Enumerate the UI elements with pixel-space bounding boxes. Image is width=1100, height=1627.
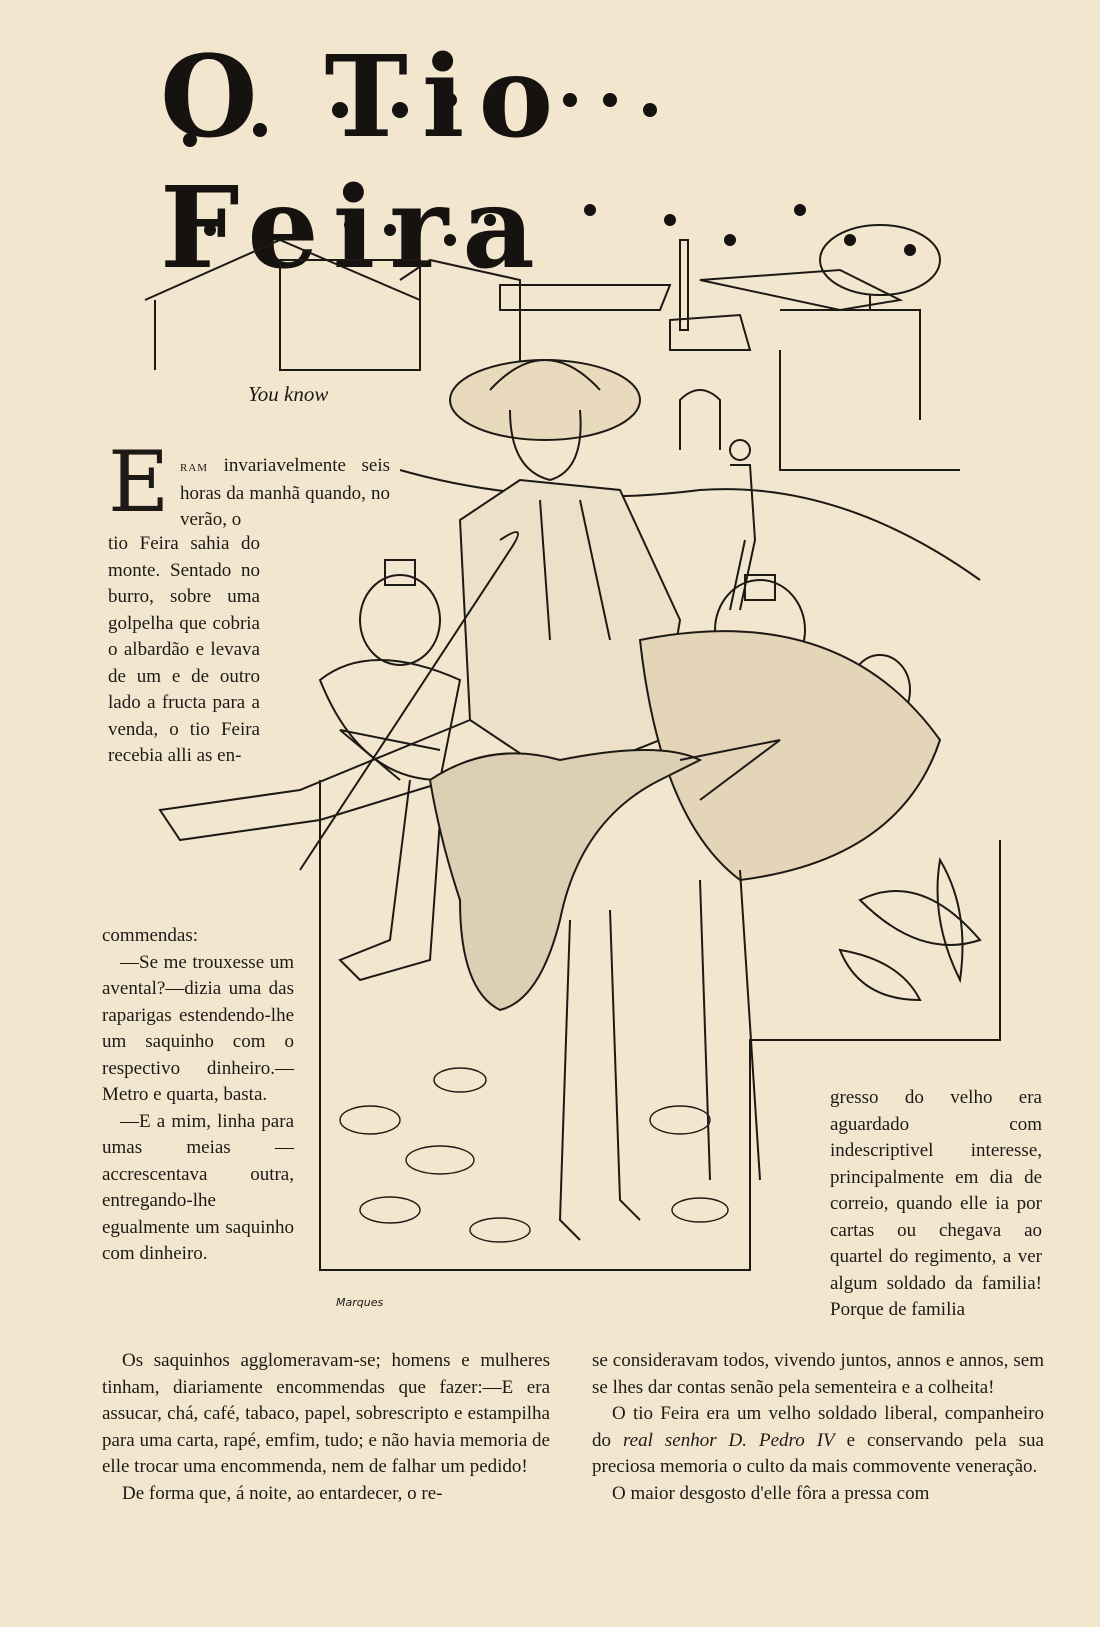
paragraph: commendas: xyxy=(102,925,199,946)
emphasis: real senhor D. Pedro IV xyxy=(622,1429,835,1451)
text-run: e conservando pela sua preciosa memoria o culto da mais commovente veneração. xyxy=(592,1429,1044,1477)
column-left-middle xyxy=(102,923,294,1268)
intro-smallcaps: ram xyxy=(180,459,209,475)
page-title: O Tio Feira xyxy=(160,32,568,294)
column-left-upper xyxy=(108,531,260,770)
paragraph: se consideravam todos, vivendo juntos, annos e annos, sem se lhes dar contas senão pela sementeira e a colheita! xyxy=(592,1350,1044,1398)
column-right-lower xyxy=(592,1348,1044,1507)
paragraph: —Se me trouxesse um avental?—dizia uma das raparigas estendendo-lhe um saquinho com o respectivo dinheiro.—Metro e quarta, basta. xyxy=(102,951,294,1105)
paragraph: Os saquinhos agglomeravam-se; homens e mulheres tinham, diariamente encommendas que fazer:—E era assucar, chá, café, tabaco, papel, sobrescripto e estampilha para uma carta, rapé, emfim, tudo; e não havia memoria de elle trocar uma encommenda, nem de falhar um pedido! xyxy=(102,1350,550,1477)
paragraph: tio Feira sahia do monte. Sentado no burro, sobre uma golpelha que cobria o albardão e levava de um e de outro lado a fructa para a venda, o tio Feira recebia alli as en- xyxy=(108,533,260,766)
column-right-upper xyxy=(830,1085,1042,1324)
artist-signature: Marques xyxy=(336,1296,384,1309)
text-run: O tio Feira era um velho soldado liberal, companheiro do xyxy=(592,1403,1044,1451)
intro-text xyxy=(180,453,390,534)
paragraph: De forma que, á noite, ao entardecer, o re- xyxy=(122,1482,443,1504)
intro-rest: invariavelmente seis horas da manhã quando, no verão, o xyxy=(180,455,390,530)
paragraph: O maior desgosto d'elle fôra a pressa com xyxy=(612,1482,930,1504)
drop-cap: E xyxy=(108,433,170,531)
paragraph: gresso do velho era aguardado com indescriptivel interesse, principalmente em dia de correio, quando elle ia por cartas ou chegava ao quartel do regimento, a ver algum soldado da familia! Porque de familia xyxy=(830,1087,1042,1320)
column-left-lower xyxy=(102,1348,550,1507)
subtitle: You know xyxy=(248,382,329,406)
paragraph xyxy=(592,1401,1044,1481)
paragraph: —E a mim, linha para umas meias —accrescentava outra, entregando-lhe egualmente um saquinho com dinheiro. xyxy=(102,1110,294,1264)
